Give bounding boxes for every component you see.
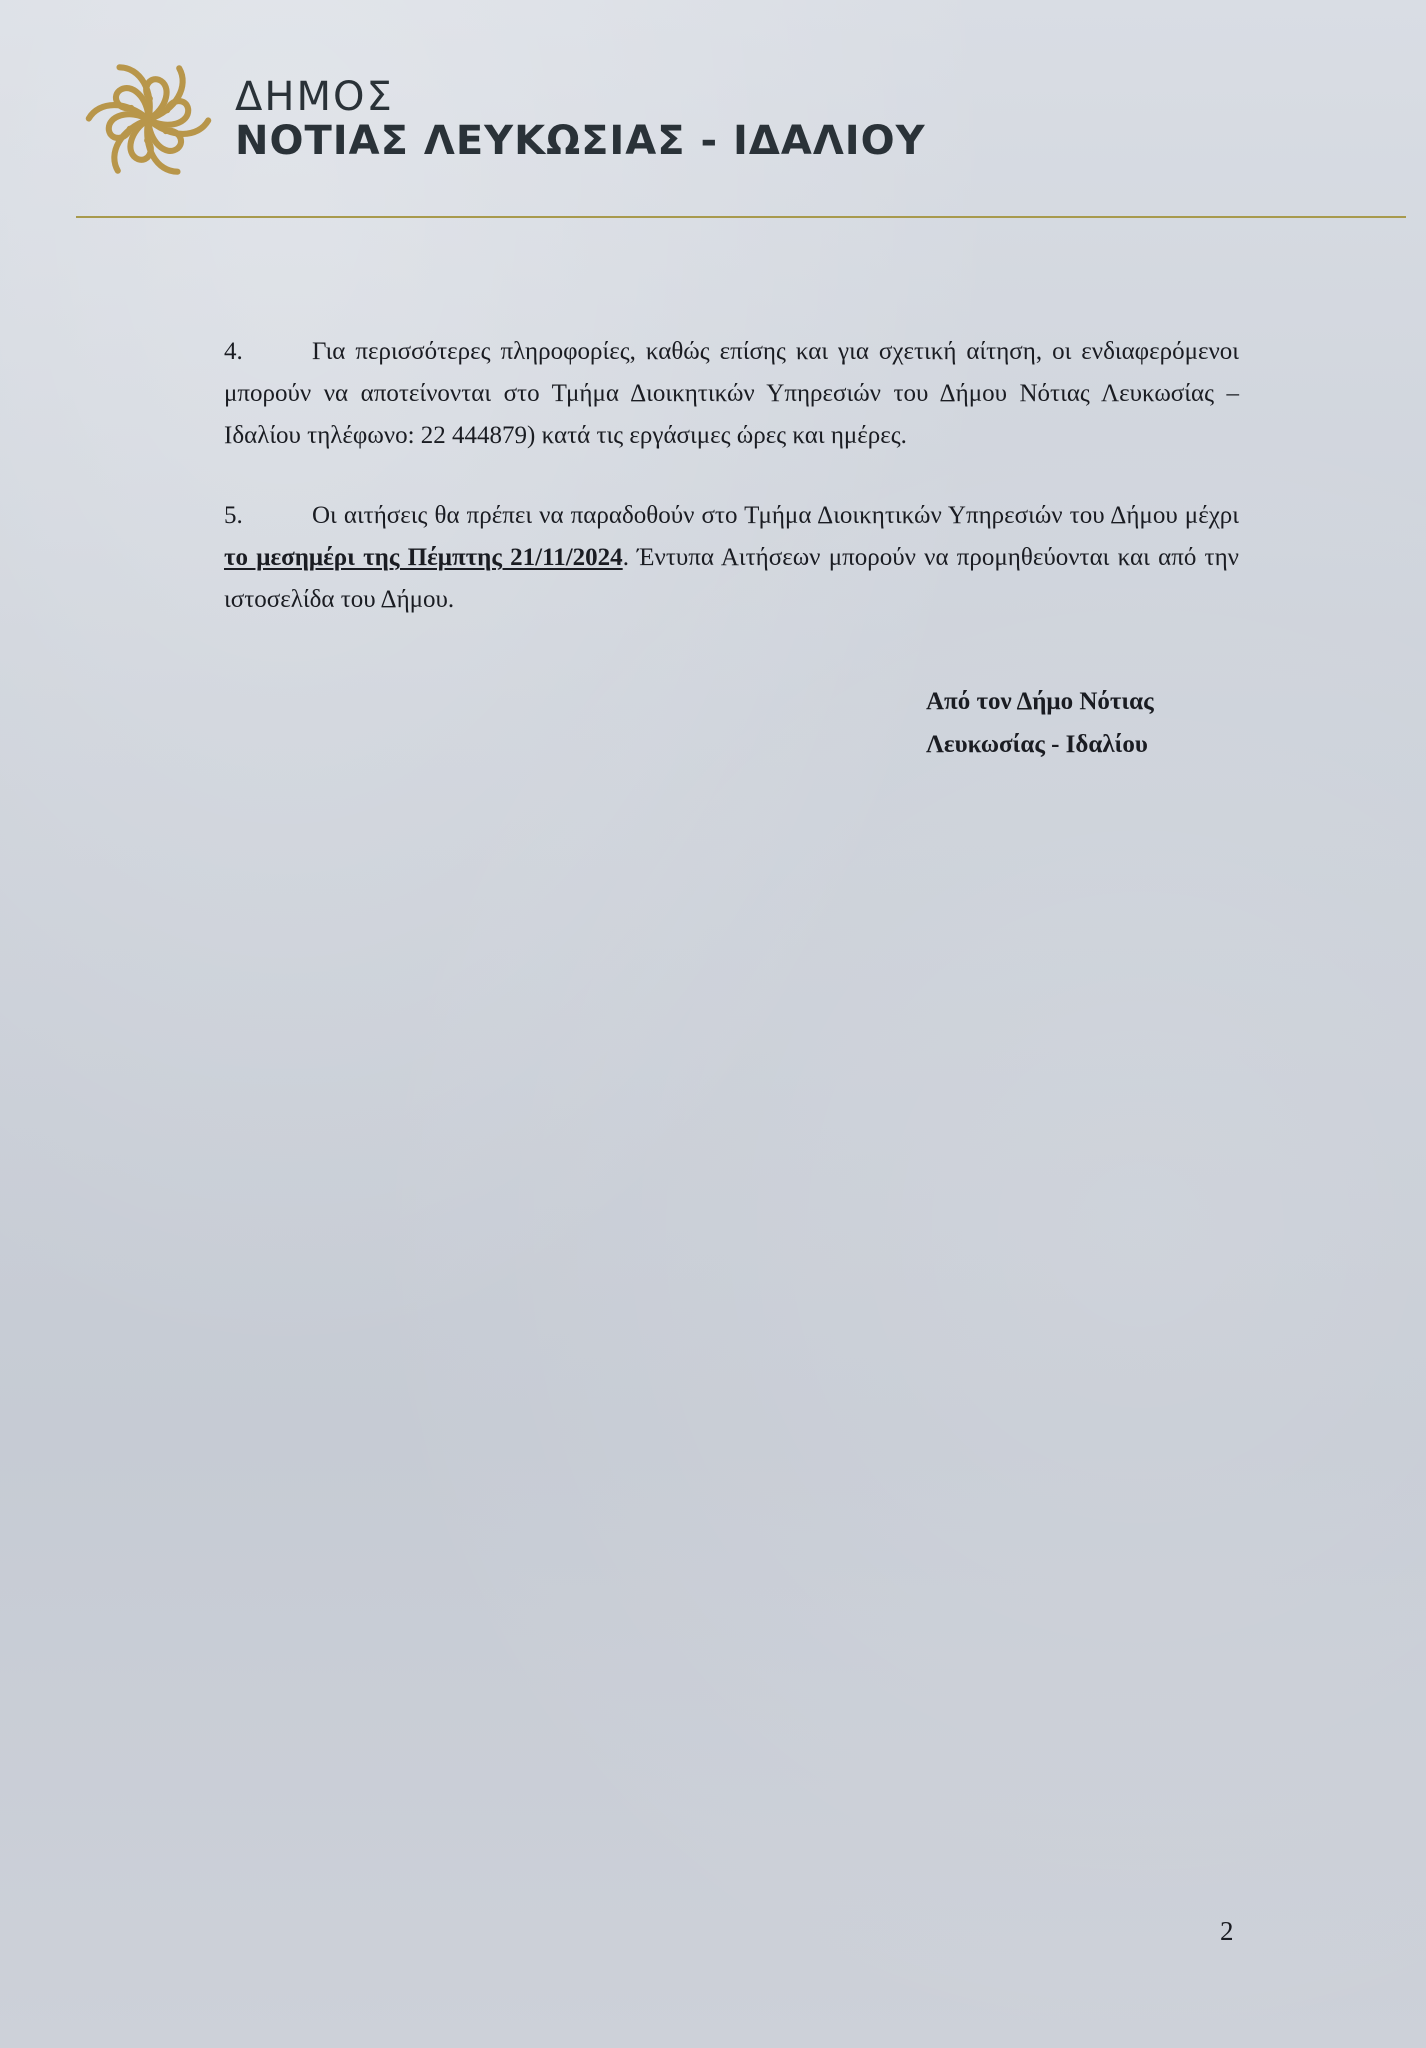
signature-line-1: Από τον Δήμο Νότιας xyxy=(926,688,1154,715)
letterhead xyxy=(76,44,926,194)
municipality-name xyxy=(235,76,926,162)
paragraph-text: Για περισσότερες πληροφορίες, καθώς επίσης και για σχετική αίτηση, οι ενδιαφερόμενοι μπορούν να αποτείνονται στο Τμήμα Διοικητικών Υπηρεσιών του Δήμου Νότιας Λευκωσίας – Ιδαλίου τηλέφωνο: 22 444879) κατά τις εργάσιμες ώρες και ημέρες. xyxy=(224,338,1239,449)
deadline-emphasis: το μεσημέρι της Πέμπτης 21/11/2024 xyxy=(224,544,623,571)
paragraph-text: Οι αιτήσεις θα πρέπει να παραδοθούν στο Τμήμα Διοικητικών Υπηρεσιών του Δήμου μέχρι xyxy=(312,502,1239,529)
signature-line-2: Λευκωσίας - Ιδαλίου xyxy=(926,731,1148,758)
header-divider xyxy=(76,216,1406,218)
municipality-swirl-logo-icon xyxy=(76,47,221,192)
signature-block xyxy=(926,680,1154,766)
municipality-title-bottom: ΝΟΤΙΑΣ ΛΕΥΚΩΣΙΑΣ - ΙΔΑΛΙΟΥ xyxy=(235,118,926,164)
paragraph-text-continued: . Έντυπα Αιτήσεων μπορούν να προμηθεύονται και από την ιστοσελίδα του Δήμου. xyxy=(224,544,1239,613)
paragraph-5 xyxy=(224,495,1239,621)
paragraph-number: 5. xyxy=(224,502,243,529)
municipality-title-top: ΔΗΜΟΣ xyxy=(235,74,394,120)
document-body xyxy=(224,331,1239,659)
paragraph-number: 4. xyxy=(224,338,243,365)
paragraph-4 xyxy=(224,331,1239,457)
page-number: 2 xyxy=(1220,1916,1234,1946)
